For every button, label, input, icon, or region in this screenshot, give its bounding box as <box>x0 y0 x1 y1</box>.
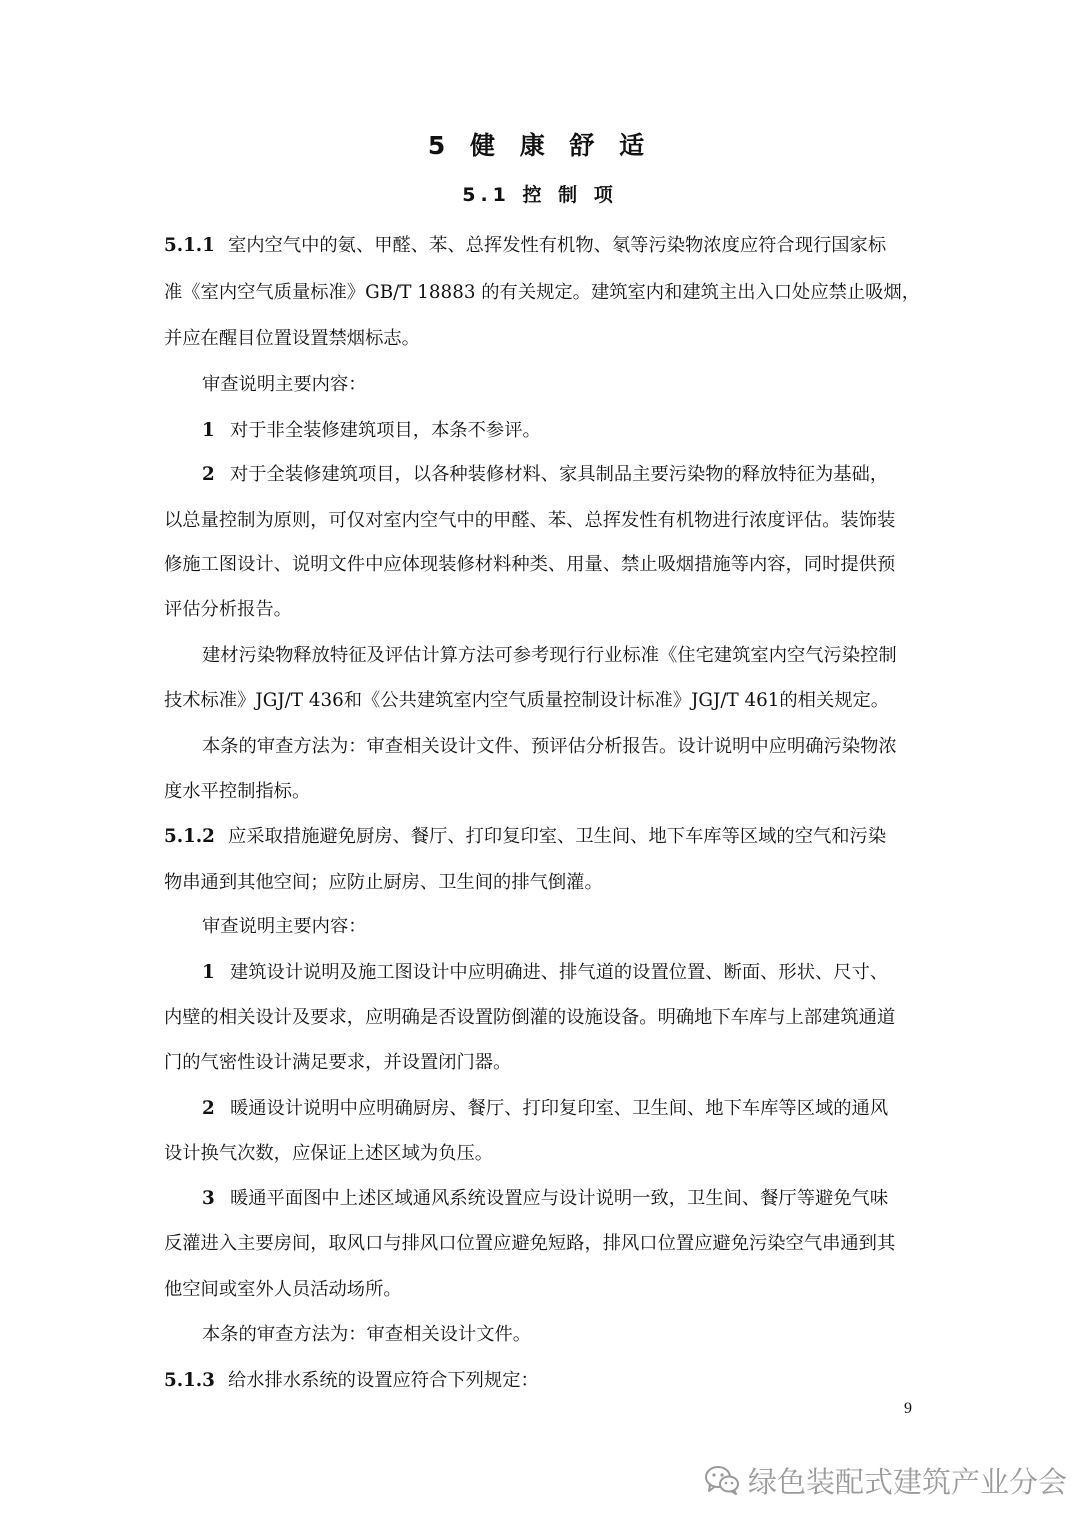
page-number: 9 <box>904 1400 912 1417</box>
review-item-1 <box>202 960 924 986</box>
text-line: 建筑设计说明及施工图设计中应明确进、排气道的设置位置、断面、形状、尺寸、 <box>230 962 889 983</box>
review-item-1 <box>202 418 924 444</box>
item-number: 1 <box>202 420 215 441</box>
text-line: 暖通设计说明中应明确厨房、餐厅、打印复印室、卫生间、地下车库等区域的通风 <box>230 1098 889 1119</box>
clause-number: 5.1.3 <box>164 1370 215 1391</box>
text-line: 物串通到其他空间；应防止厨房、卫生间的排气倒灌。 <box>164 872 603 893</box>
review-method: 本条的审查方法为：审查相关设计文件。 <box>202 1324 532 1345</box>
clause-5-1-3 <box>164 1368 924 1394</box>
text-line: 建材污染物释放特征及评估计算方法可参考现行行业标准《住宅建筑室内空气污染控制 <box>202 645 897 666</box>
chapter-title: 5 健 康 舒 适 <box>427 131 653 160</box>
text-line: 并应在醒目位置设置禁烟标志。 <box>164 328 420 349</box>
text-line: 度水平控制指标。 <box>164 781 311 802</box>
text-line: 对于非全装修建筑项目，本条不参评。 <box>230 420 541 441</box>
review-item-3 <box>202 1186 924 1212</box>
text-line: 内壁的相关设计及要求，应明确是否设置防倒灌的设施设备。明确地下车库与上部建筑通道 <box>164 1007 896 1028</box>
section-title: 5.1 控 制 项 <box>462 184 618 206</box>
text-line: 以总量控制为原则，可仅对室内空气中的甲醛、苯、总挥发性有机物进行浓度评估。装饰装 <box>164 510 896 531</box>
text-line: 评估分析报告。 <box>164 599 292 620</box>
text-line: 反灌进入主要房间，取风口与排风口位置应避免短路，排风口位置应避免污染空气串通到其 <box>164 1233 896 1254</box>
clause-5-1-2 <box>164 824 924 850</box>
item-number: 1 <box>202 962 215 983</box>
review-method: 本条的审查方法为：审查相关设计文件、预评估分析报告。设计说明中应明确污染物浓 <box>202 736 897 757</box>
clause-number: 5.1.2 <box>164 826 215 847</box>
text-line: 门的气密性设计满足要求，并设置闭门器。 <box>164 1052 512 1073</box>
clause-number: 5.1.1 <box>164 235 215 256</box>
review-item-2 <box>202 462 924 488</box>
clause-5-1-1 <box>164 233 924 259</box>
watermark-text: 绿色装配式建筑产业分会 <box>748 1464 1068 1499</box>
text-line: 准《室内空气质量标准》GB/T 18883 的有关规定。建筑室内和建筑主出入口处应禁止吸烟， <box>164 282 921 303</box>
text-line: 修施工图设计、说明文件中应体现装修材料种类、用量、禁止吸烟措施等内容，同时提供预 <box>164 554 896 575</box>
text-line: 设计换气次数，应保证上述区域为负压。 <box>164 1143 494 1164</box>
text-line: 技术标准》JGJ/T 436和《公共建筑室内空气质量控制设计标准》JGJ/T 461的相关规定。 <box>164 690 890 711</box>
review-item-2 <box>202 1096 924 1122</box>
text-line: 给水排水系统的设置应符合下列规定： <box>228 1370 539 1391</box>
text-line: 应采取措施避免厨房、餐厅、打印复印室、卫生间、地下车库等区域的空气和污染 <box>228 826 887 847</box>
text-line: 对于全装修建筑项目，以各种装修材料、家具制品主要污染物的释放特征为基础， <box>230 464 889 485</box>
watermark <box>704 1462 1067 1498</box>
review-heading: 审查说明主要内容： <box>202 916 367 937</box>
text-line: 室内空气中的氨、甲醛、苯、总挥发性有机物、氡等污染物浓度应符合现行国家标 <box>228 235 887 256</box>
wechat-icon <box>704 1465 740 1495</box>
item-number: 2 <box>202 1098 215 1119</box>
review-heading: 审查说明主要内容： <box>202 374 367 395</box>
item-number: 3 <box>202 1188 215 1209</box>
text-line: 暖通平面图中上述区域通风系统设置应与设计说明一致，卫生间、餐厅等避免气味 <box>230 1188 889 1209</box>
item-number: 2 <box>202 464 215 485</box>
text-line: 他空间或室外人员活动场所。 <box>164 1279 402 1300</box>
